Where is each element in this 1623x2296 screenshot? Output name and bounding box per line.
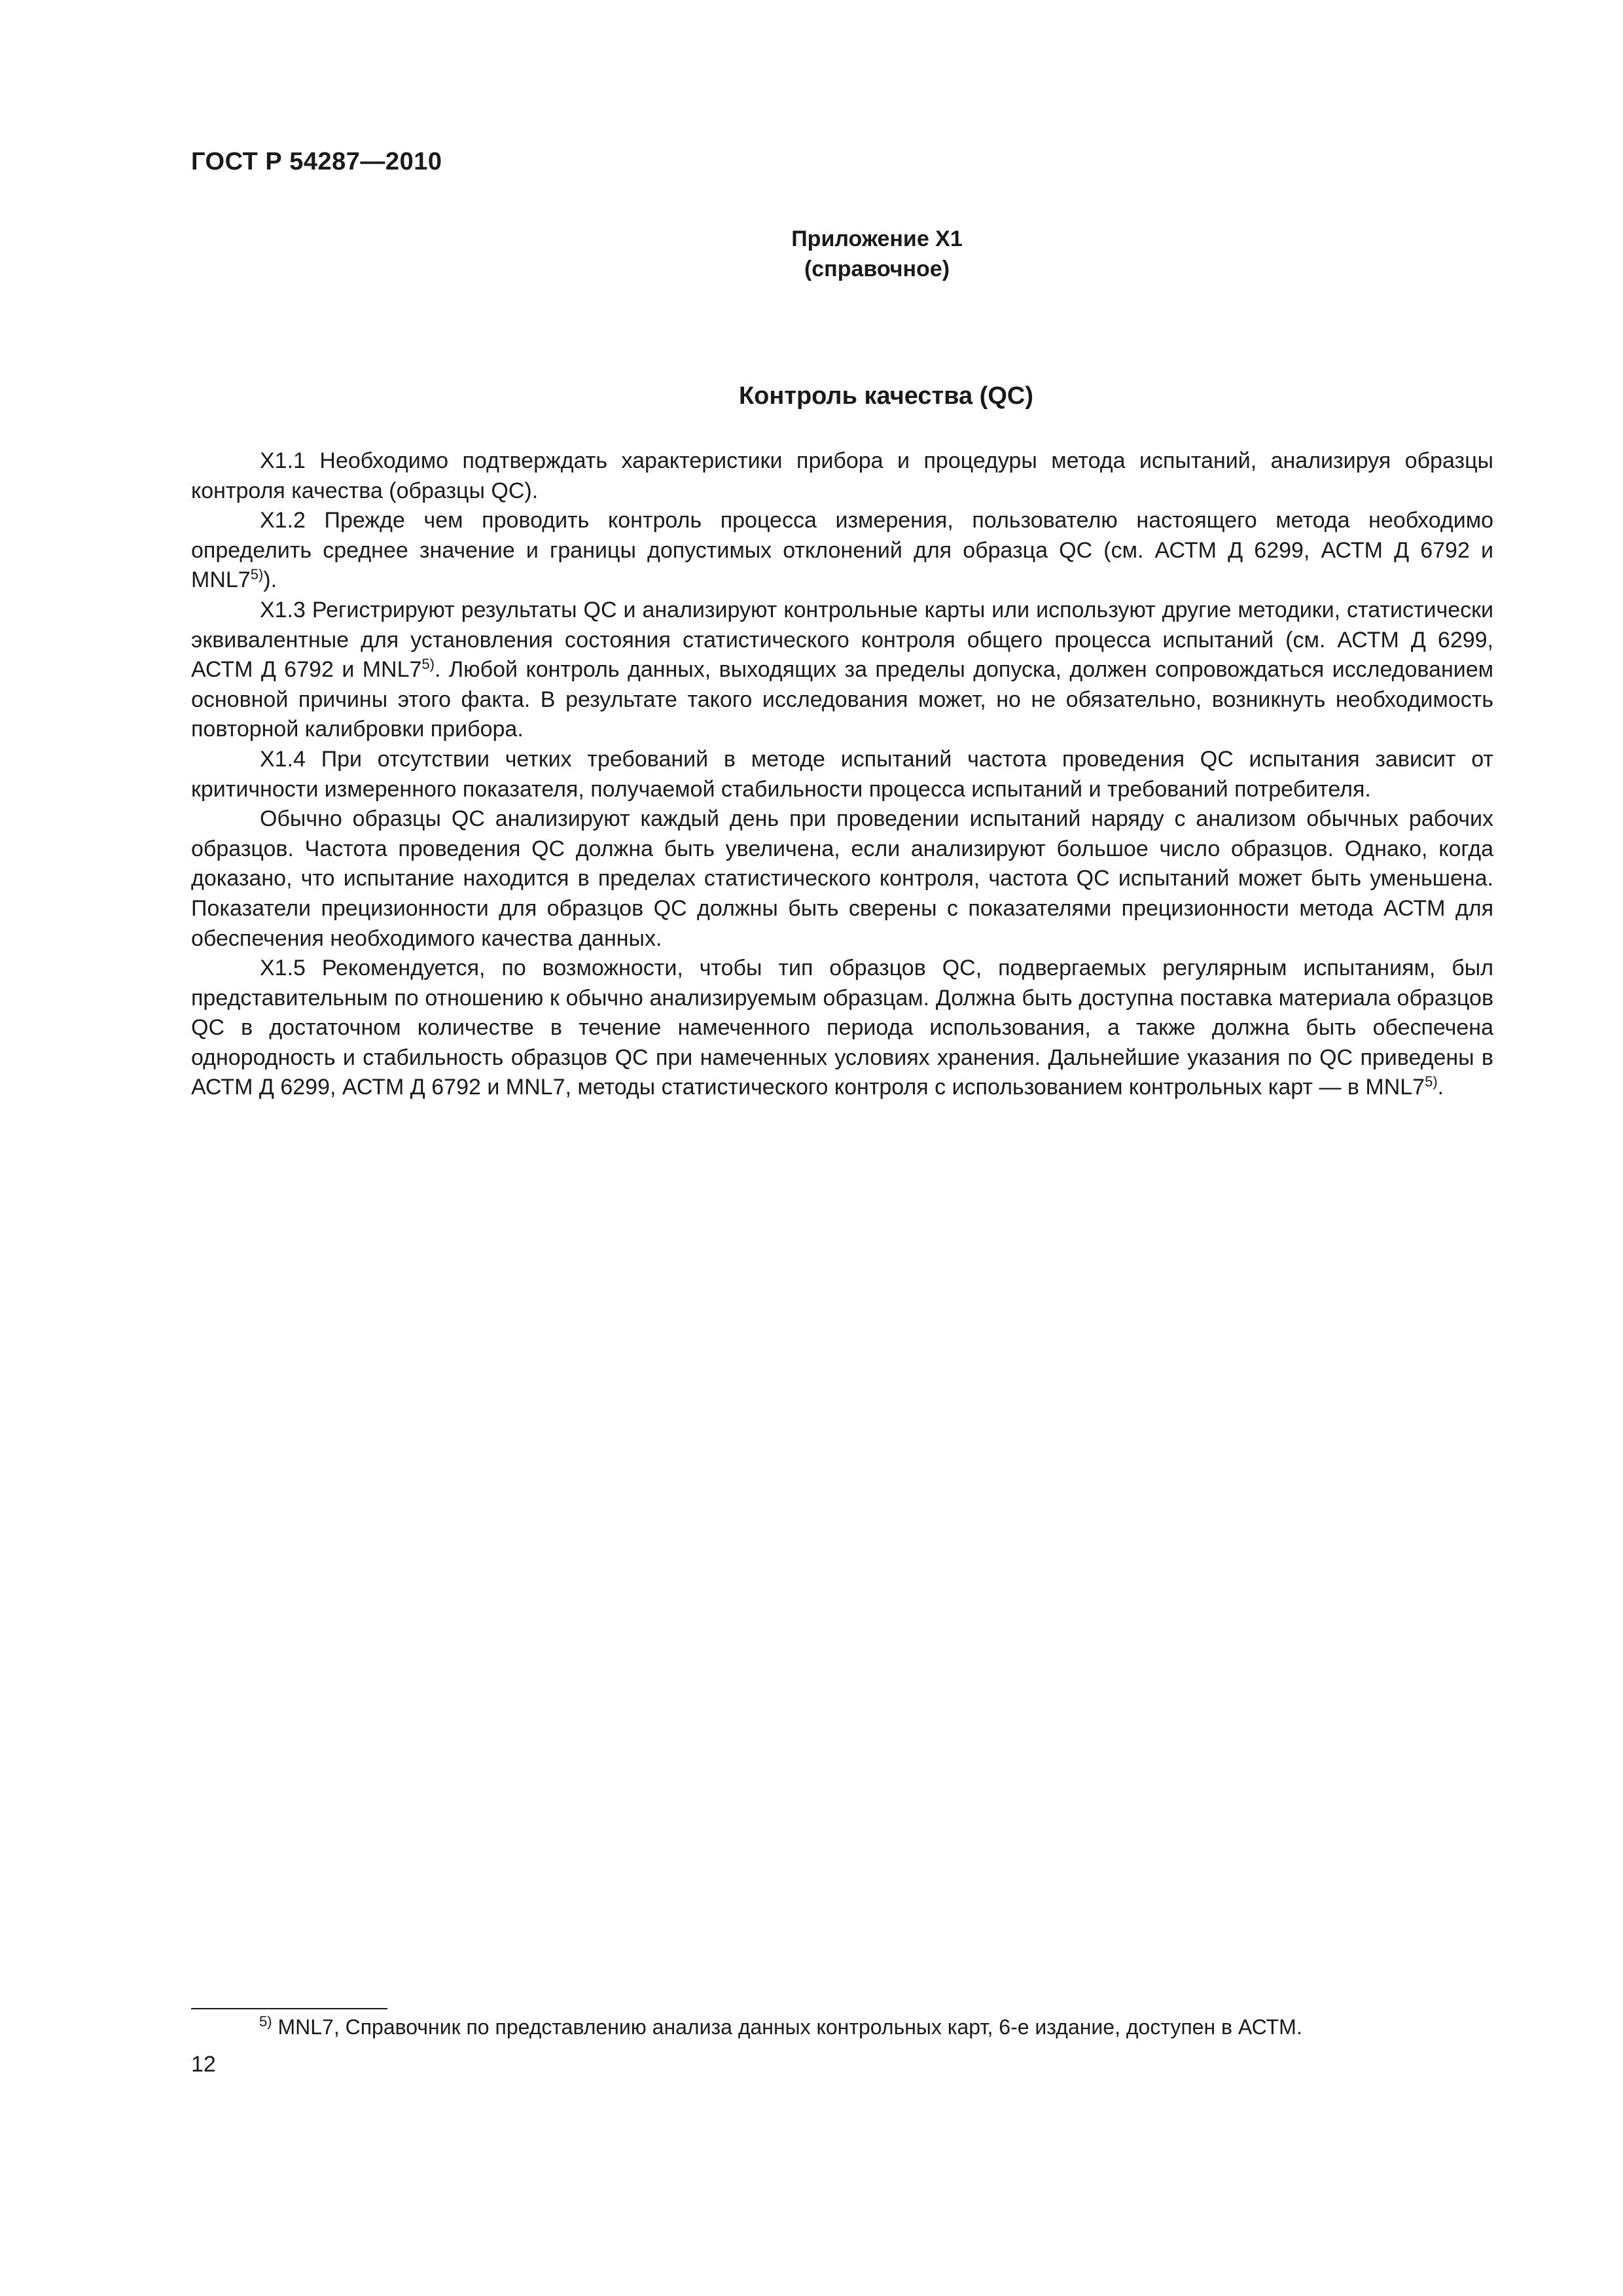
paragraph-x1-2 [191, 506, 1493, 596]
footnote-ref: 5) [1425, 1073, 1438, 1090]
paragraph-text: X1.1 Необходимо подтверждать характеристики прибора и процедуры метода испытаний, анализируя образцы контроля качества (образцы QC). [191, 448, 1493, 503]
annex-status: (справочное) [804, 257, 950, 281]
footnote-text: MNL7, Справочник по представлению анализа данных контрольных карт, 6-е издание, доступен в АСТМ. [277, 2015, 1302, 2039]
paragraph-text: X1.4 При отсутствии четких требований в методе испытаний частота проведения QC испытания зависит от критичности измеренного показателя, получаемой стабильности процесса испытаний и требований потребителя. [191, 746, 1493, 802]
annex-heading [0, 224, 1623, 284]
paragraph-text: Обычно образцы QC анализируют каждый день при проведении испытаний наряду с анализом обычных рабочих образцов. Частота проведения QC должна быть увеличена, если анализируют большое число образцов. Однако, когда доказано, что испытание находится в пределах статистического контроля, частота QC испытаний может быть уменьшена. Показатели прецизионности для образцов QC должны быть сверены с показателями прецизионности метода АСТМ для обеспечения необходимого качества данных. [191, 806, 1493, 951]
annex-title: Приложение Х1 [791, 226, 963, 251]
paragraph-x1-5 [191, 954, 1493, 1103]
footnote [259, 2013, 1503, 2041]
paragraph-text: X1.3 Регистрируют результаты QC и анализируют контрольные карты или используют другие методики, статистически эквивалентные для установления состояния статистического контроля общего процесса испытаний (см. АСТМ Д 6299, АСТМ Д 6792 и MNL7 [191, 597, 1493, 683]
paragraph-x1-4 [191, 745, 1493, 804]
footnote-divider [191, 2008, 387, 2009]
body-text [191, 446, 1493, 1103]
paragraph-tail: ). [263, 567, 277, 593]
footnote-ref: 5) [421, 656, 435, 673]
paragraph-qc-frequency [191, 804, 1493, 954]
footnote-marker: 5) [259, 2013, 272, 2030]
paragraph-text: X1.5 Рекомендуется, по возможности, чтобы тип образцов QC, подвергаемых регулярным испытаниям, был представительным по отношению к обычно анализируемым образцам. Должна быть доступна поставка материала образцов QC в достаточном количестве в течение намеченного периода использования, а также должна быть обеспечена однородность и стабильность образцов QC при намеченных условиях хранения. Дальнейшие указания по QC приведены в АСТМ Д 6299, АСТМ Д 6792 и MNL7, методы статистического контроля с использованием контрольных карт — в MNL7 [191, 956, 1493, 1100]
page-number: 12 [191, 2052, 216, 2077]
section-title-wrap [0, 382, 1623, 410]
paragraph-x1-3 [191, 596, 1493, 745]
section-title: Контроль качества (QC) [738, 382, 1033, 410]
document-code: ГОСТ Р 54287—2010 [191, 148, 442, 175]
paragraph-tail: . [1437, 1075, 1444, 1100]
paragraph-tail: . Любой контроль данных, выходящих за пределы допуска, должен сопровождаться исследованием основной причины этого факта. В результате такого исследования может, но не обязательно, возникнуть необходимость повторной калибровки прибора. [191, 657, 1493, 742]
footnote-ref: 5) [250, 566, 264, 583]
paragraph-x1-1 [191, 446, 1493, 506]
paragraph-text: X1.2 Прежде чем проводить контроль процесса измерения, пользователю настоящего метода необходимо определить среднее значение и границы допустимых отклонений для образца QC (см. АСТМ Д 6299, АСТМ Д 6792 и MNL7 [191, 508, 1493, 593]
